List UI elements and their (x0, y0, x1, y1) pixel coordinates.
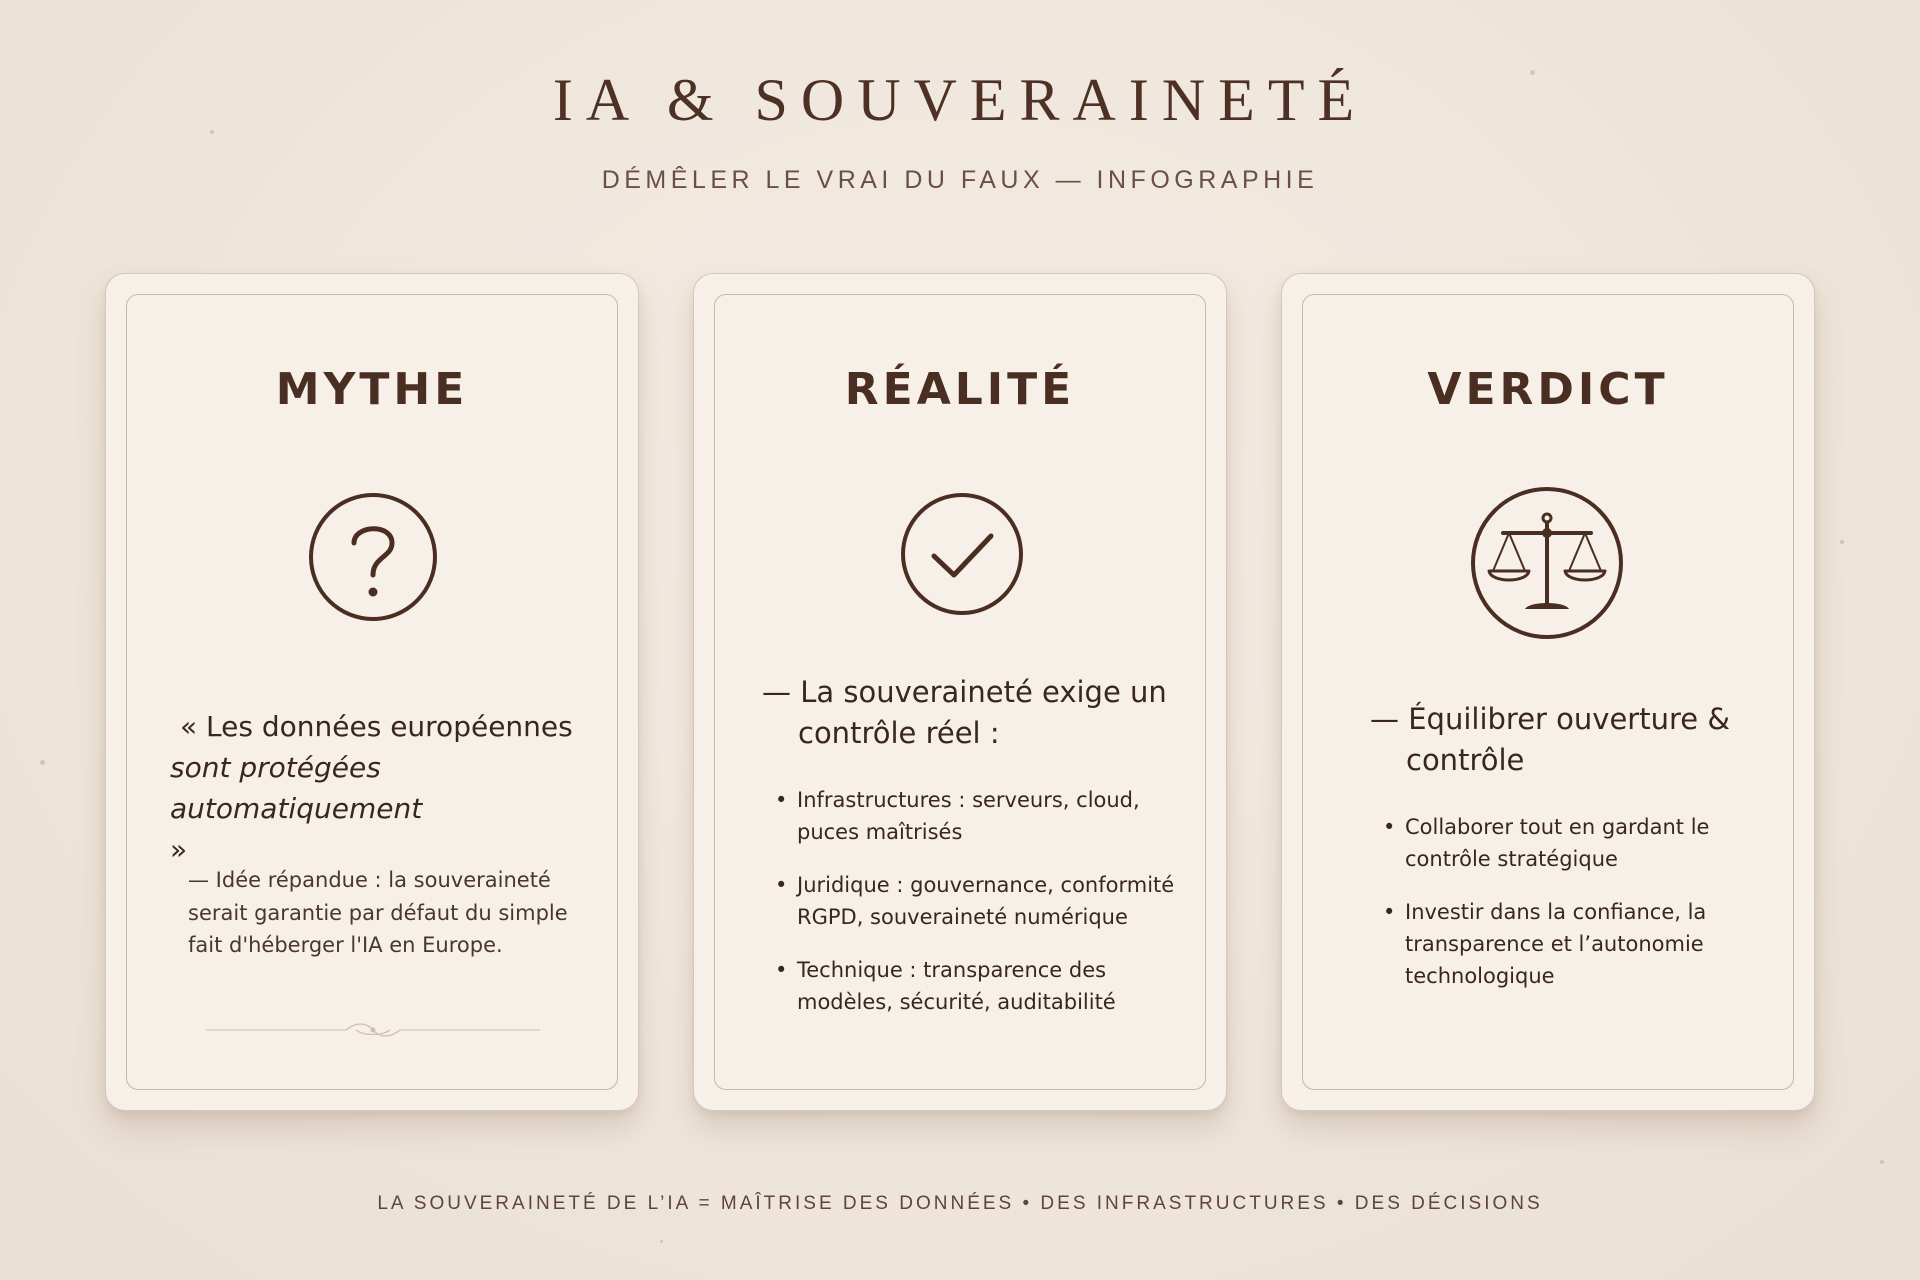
card-mythe (105, 273, 639, 1111)
list-item (775, 784, 1185, 848)
bullet-text: Investir dans la confiance, la transparence et l’autonomie technologique (1405, 900, 1707, 988)
paper-speck (660, 1240, 663, 1243)
bullet-dot: • (775, 873, 788, 897)
bullet-dot: • (775, 958, 788, 982)
list-item (1383, 896, 1763, 992)
paper-speck (40, 760, 45, 765)
reality-bullet-list (775, 784, 1185, 1039)
bullet-text: Collaborer tout en gardant le contrôle stratégique (1405, 815, 1710, 871)
myth-quote (170, 706, 610, 870)
list-item (775, 869, 1185, 933)
bullet-text: Infrastructures : serveurs, cloud, puces maîtrisés (797, 788, 1140, 844)
card-title: MYTHE (275, 364, 469, 415)
quote-close: » (170, 833, 188, 866)
bullet-text: Juridique : gouvernance, conformité RGPD, souveraineté numérique (797, 873, 1175, 929)
scales-of-justice-icon (1469, 485, 1625, 641)
reality-heading: — La souveraineté exige un contrôle réel : (762, 675, 1167, 750)
card-realite (693, 273, 1227, 1111)
bullet-dot: • (1383, 815, 1396, 839)
bullet-text: Technique : transparence des modèles, sécurité, auditabilité (797, 958, 1116, 1014)
ornament-divider (206, 1020, 540, 1040)
checkmark-icon (899, 491, 1025, 617)
card-verdict (1281, 273, 1815, 1111)
paper-speck (1840, 540, 1844, 544)
bullet-dot: • (1383, 900, 1396, 924)
verdict-bullet-list (1383, 811, 1763, 1013)
page-title: IA & SOUVERAINETÉ (552, 67, 1368, 133)
paper-speck (1880, 1160, 1884, 1164)
verdict-heading: — Équilibrer ouverture & contrôle (1370, 702, 1730, 777)
card-title: RÉALITÉ (844, 364, 1076, 415)
question-mark-icon (307, 491, 439, 623)
footer-tagline: LA SOUVERAINETÉ DE L’IA = MAÎTRISE DES DONNÉES • DES INFRASTRUCTURES • DES DÉCISIONS (377, 1193, 1543, 1214)
card-title: VERDICT (1427, 364, 1669, 415)
page-subtitle: DÉMÊLER LE VRAI DU FAUX — INFOGRAPHIE (601, 166, 1319, 194)
bullet-dot: • (775, 788, 788, 812)
quote-open: « Les données européennes (180, 710, 573, 743)
quote-italic: sont protégées automatiquement (170, 751, 423, 825)
myth-note: — Idée répandue : la souveraineté serait garantie par défaut du simple fait d'héberger l'IA en Europe. (188, 868, 568, 957)
list-item (775, 954, 1185, 1018)
list-item (1383, 811, 1763, 875)
